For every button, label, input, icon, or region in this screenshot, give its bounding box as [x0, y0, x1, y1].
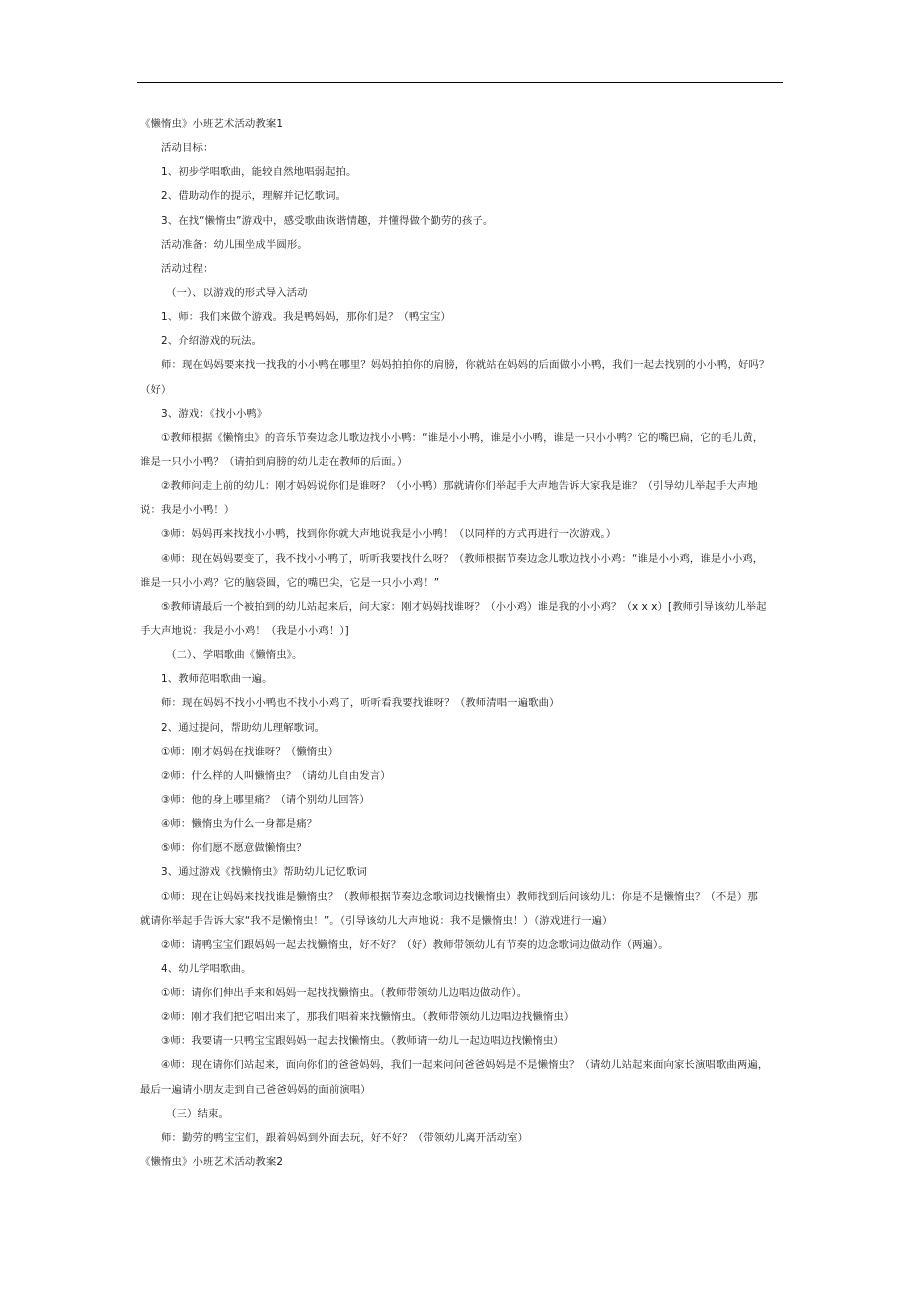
document-body: [140, 112, 790, 1174]
text-line: 《懒惰虫》小班艺术活动教案1: [140, 118, 284, 130]
text-line: 3、在找“懒惰虫”游戏中，感受歌曲诙谐情趣，并懂得做个勤劳的孩子。: [161, 214, 494, 227]
text-line: 1、教师范唱歌曲一遍。: [161, 673, 273, 686]
text-line: （二）、学唱歌曲《懒惰虫》。: [166, 649, 303, 662]
text-line: 1、师：我们来做个游戏。我是鸭妈妈，那你们是？（鸭宝宝）: [161, 311, 451, 324]
text-line: （好）: [140, 383, 172, 396]
text-line: ⑤教师请最后一个被拍到的幼儿站起来后，问大家：刚才妈妈找谁呀？（小小鸡）谁是我的小小鸡？（x x x）[教师引导该幼儿举起: [161, 600, 767, 613]
header-rule: [137, 82, 783, 83]
text-line: 手大声地说：我是小小鸡！（我是小小鸡！）]: [140, 624, 349, 637]
text-line: 活动目标：: [161, 142, 214, 155]
text-line: ②教师问走上前的幼儿：刚才妈妈说你们是谁呀？（小小鸭）那就请你们举起手大声地告诉大家我是谁？（引导幼儿举起手大声地: [161, 480, 758, 493]
text-line: 1、初步学唱歌曲，能较自然地唱弱起拍。: [161, 166, 357, 179]
text-line: 最后一遍请小朋友走到自己爸爸妈妈的面前演唱）: [140, 1083, 371, 1096]
text-line: ④师：现在请你们站起来，面向你们的爸爸妈妈，我们一起来问问爸爸妈妈是不是懒惰虫？（请幼儿站起来面向家长演唱歌曲两遍，: [161, 1059, 769, 1072]
text-line: ①教师根据《懒惰虫》的音乐节奏边念儿歌边找小小鸭：“谁是小小鸭，谁是小小鸭，谁是一只小小鸭？它的嘴巴扁，它的毛儿黄，: [161, 431, 764, 444]
text-line: 4、幼儿学唱歌曲。: [161, 962, 252, 975]
text-line: ④师：现在妈妈要变了，我不找小小鸭了，听听我要找什么呀？（教师根据节奏边念儿歌边找小小鸡：“谁是小小鸡，谁是小小鸡，: [161, 552, 764, 565]
text-line: 谁是一只小小鸭？（请拍到肩膀的幼儿走在教师的后面。）: [140, 455, 408, 468]
text-line: 就请你举起手告诉大家“我不是懒惰虫！”。（引导该幼儿大声地说：我不是懒惰虫！）（游戏进行一遍）: [140, 914, 613, 927]
text-line: ①师：请你们伸出手来和妈妈一起找找懒惰虫。（教师带领幼儿边唱边做动作）。: [161, 987, 528, 1000]
text-line: 师：勤劳的鸭宝宝们，跟着妈妈到外面去玩，好不好？（带领幼儿离开活动室）: [161, 1131, 529, 1144]
text-line: 说：我是小小鸭！）: [140, 504, 235, 517]
text-line: 2、通过提问，帮助幼儿理解歌词。: [161, 721, 326, 734]
text-line: ⑤师：你们愿不愿意做懒惰虫？: [161, 842, 307, 855]
text-line: 活动过程：: [161, 262, 214, 275]
text-line: 3、通过游戏《找懒惰虫》帮助幼儿记忆歌词: [161, 866, 368, 879]
text-line: ③师：我要请一只鸭宝宝跟妈妈一起去找懒惰虫。（教师请一幼儿一起边唱边找懒惰虫）: [161, 1035, 564, 1048]
text-line: ③师：他的身上哪里痛？（请个别幼儿回答）: [161, 793, 370, 806]
text-line: （三）结束。: [166, 1107, 229, 1120]
text-line: 3、游戏：《找小小鸭》: [161, 407, 268, 420]
text-line: 活动准备：幼儿围坐成半圆形。: [161, 238, 308, 251]
text-line: 师：现在妈妈不找小小鸭也不找小小鸡了，听听看我要找谁呀？（教师清唱一遍歌曲）: [161, 697, 560, 710]
text-line: ②师：什么样的人叫懒惰虫？（请幼儿自由发言）: [161, 769, 391, 782]
text-line: 《懒惰虫》小班艺术活动教案2: [140, 1156, 284, 1169]
text-line: ①师：刚才妈妈在找谁呀？（懒惰虫）: [161, 745, 339, 758]
text-line: （一）、以游戏的形式导入活动: [166, 286, 308, 299]
text-line: ③师：妈妈再来找找小小鸭，找到你你就大声地说我是小小鸭！（以同样的方式再进行一次游戏。）: [161, 528, 617, 541]
text-line: ②师：刚才我们把它唱出来了，那我们唱着来找懒惰虫。（教师带领幼儿边唱边找懒惰虫）: [161, 1011, 575, 1024]
text-line: ②师：请鸭宝宝们跟妈妈一起去找懒惰虫，好不好？（好）教师带领幼儿有节奏的边念歌词边做动作（两遍）。: [161, 938, 669, 951]
text-line: ①师：现在让妈妈来找找谁是懒惰虫？（教师根据节奏边念歌词边找懒惰虫）教师找到后问该幼儿：你是不是懒惰虫？（不是）那: [161, 890, 758, 903]
text-line: ④师：懒惰虫为什么一身都是痛？: [161, 818, 318, 831]
text-line: 2、借助动作的提示，理解并记忆歌词。: [161, 190, 347, 203]
text-line: 2、介绍游戏的玩法。: [161, 335, 263, 348]
text-line: 师：现在妈妈要来找一找我的小小鸭在哪里？妈妈拍拍你的肩膀，你就站在妈妈的后面做小小鸭，我们一起去找别的小小鸭，好吗？: [161, 359, 770, 372]
text-line: 谁是一只小小鸡？它的脑袋圆，它的嘴巴尖，它是一只小小鸡！”: [140, 576, 440, 589]
